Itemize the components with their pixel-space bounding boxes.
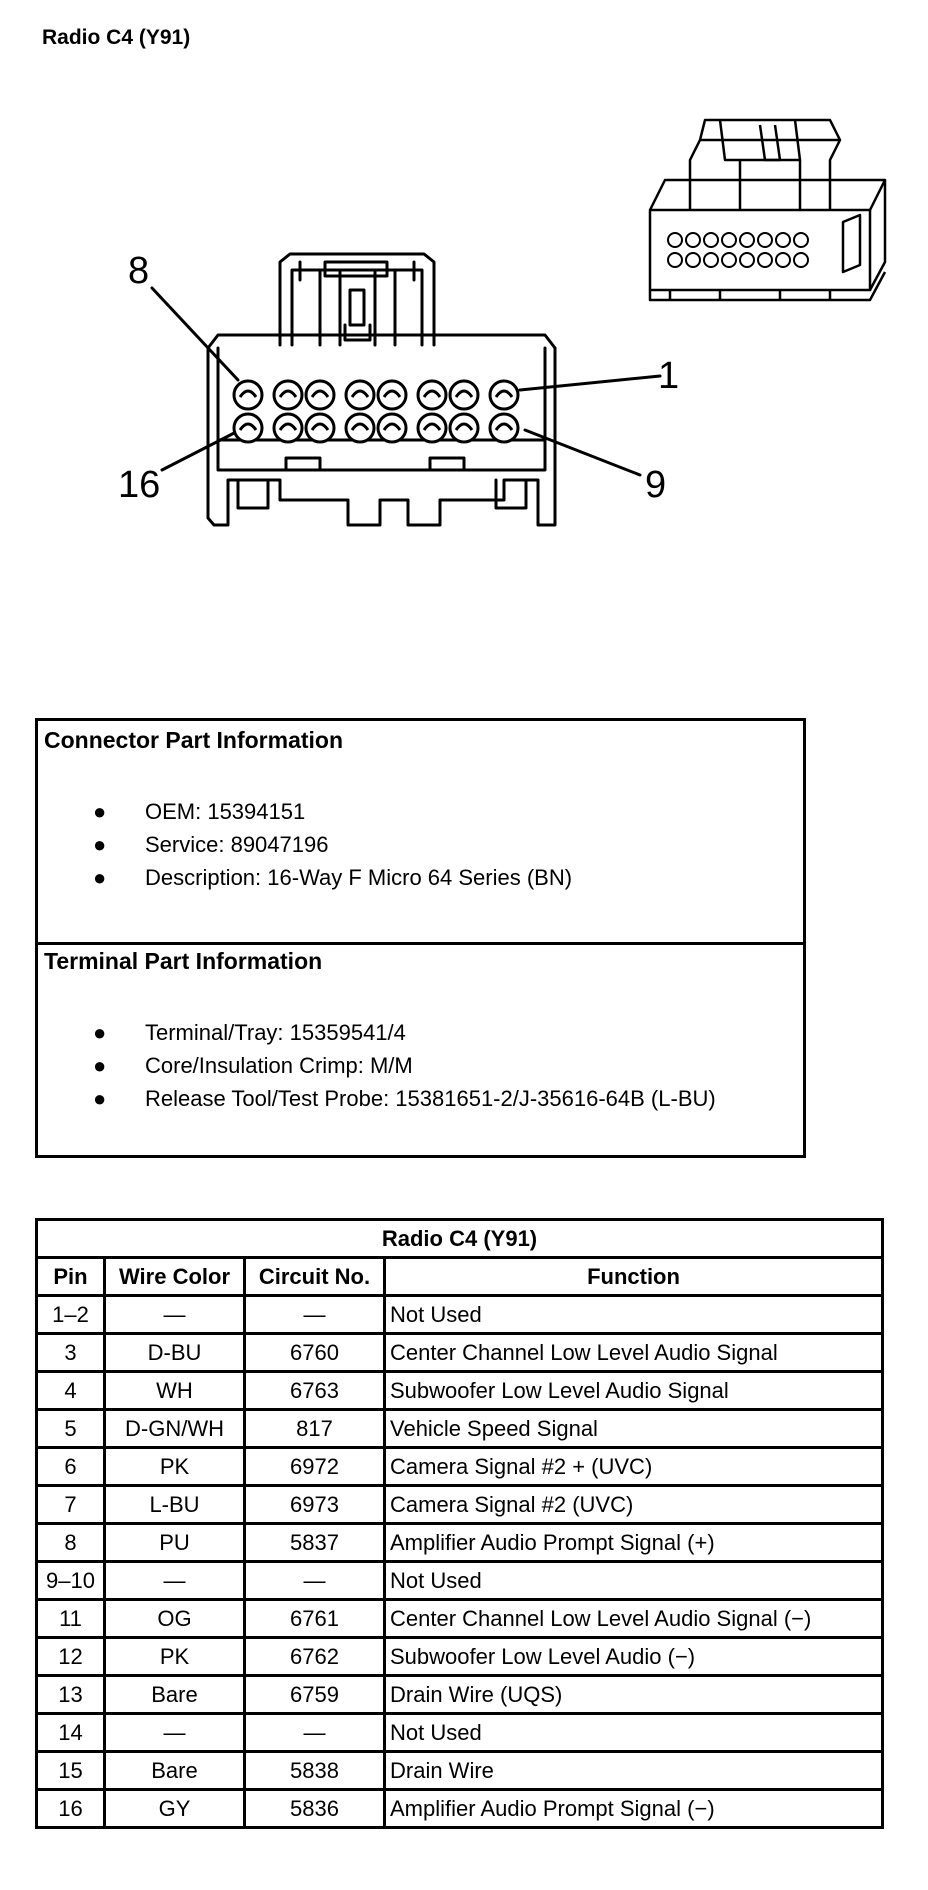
table-row (37, 1600, 883, 1638)
circuit-no-cell: — (245, 1562, 385, 1600)
callout-pin-16: 16 (118, 464, 161, 506)
connector-3d-view (650, 120, 885, 300)
table-row (37, 1676, 883, 1714)
pinout-table-caption: Radio C4 (Y91) (37, 1220, 883, 1258)
pin-cell: 7 (37, 1486, 105, 1524)
top-row-pin-cavity (378, 381, 406, 409)
wire-color-cell: WH (105, 1372, 245, 1410)
circuit-no-cell: 6972 (245, 1448, 385, 1486)
bullet-icon: ● (93, 799, 107, 824)
pin-cell: 9–10 (37, 1562, 105, 1600)
3d-pin-cavity (722, 233, 736, 247)
bottom-row-pin-cavity (378, 414, 406, 442)
wire-color-cell: PK (105, 1448, 245, 1486)
table-row (37, 1486, 883, 1524)
3d-pin-cavity (704, 253, 718, 267)
wire-color-cell: D-BU (105, 1334, 245, 1372)
table-row (37, 1562, 883, 1600)
3d-pin-cavity (794, 233, 808, 247)
function-cell: Camera Signal #2 (UVC) (385, 1486, 883, 1524)
circuit-no-cell: 6760 (245, 1334, 385, 1372)
circuit-no-cell: 817 (245, 1410, 385, 1448)
circuit-no-cell: 6763 (245, 1372, 385, 1410)
bottom-row-pin-cavity (306, 414, 334, 442)
pin-cell: 4 (37, 1372, 105, 1410)
connector-part-item-text: OEM: 15394151 (145, 799, 306, 824)
table-row (37, 1296, 883, 1334)
table-row (37, 1524, 883, 1562)
3d-pin-cavity (686, 253, 700, 267)
function-cell: Amplifier Audio Prompt Signal (+) (385, 1524, 883, 1562)
wire-color-cell: — (105, 1714, 245, 1752)
bottom-row-pin-cavity (450, 414, 478, 442)
wire-color-cell: L-BU (105, 1486, 245, 1524)
terminal-part-section (38, 942, 803, 1158)
3d-pin-cavity (740, 233, 754, 247)
top-row-pin-cavity (450, 381, 478, 409)
wire-color-cell: D-GN/WH (105, 1410, 245, 1448)
circuit-no-cell: 5837 (245, 1524, 385, 1562)
wire-color-cell: — (105, 1296, 245, 1334)
pin-cell: 12 (37, 1638, 105, 1676)
wire-color-cell: PK (105, 1638, 245, 1676)
callout-pin-9: 9 (645, 464, 667, 506)
top-row-pin-cavity (346, 381, 374, 409)
bottom-row-pin-cavity (346, 414, 374, 442)
connector-part-heading: Connector Part Information (44, 727, 344, 753)
function-cell: Not Used (385, 1714, 883, 1752)
circuit-no-cell: 6759 (245, 1676, 385, 1714)
terminal-part-item-text: Terminal/Tray: 15359541/4 (145, 1020, 406, 1045)
pin-cell: 16 (37, 1790, 105, 1828)
header-wire-color: Wire Color (105, 1258, 245, 1296)
3d-pin-cavity (740, 253, 754, 267)
table-row (37, 1714, 883, 1752)
callout-pin-8: 8 (128, 250, 150, 292)
bullet-icon: ● (93, 1086, 107, 1111)
3d-pin-cavity (758, 253, 772, 267)
connector-part-item-text: Service: 89047196 (145, 832, 329, 857)
pin-cell: 15 (37, 1752, 105, 1790)
circuit-no-cell: — (245, 1714, 385, 1752)
3d-pin-cavity (758, 233, 772, 247)
table-row (37, 1790, 883, 1828)
function-cell: Amplifier Audio Prompt Signal (−) (385, 1790, 883, 1828)
3d-pin-cavity (686, 233, 700, 247)
3d-pin-cavity (668, 253, 682, 267)
bottom-row-pin-cavity (274, 414, 302, 442)
top-row-pin-cavity (234, 381, 262, 409)
3d-pin-cavity (722, 253, 736, 267)
function-cell: Vehicle Speed Signal (385, 1410, 883, 1448)
connector-part-section (38, 721, 803, 945)
part-info-box (35, 718, 806, 1158)
wire-color-cell: OG (105, 1600, 245, 1638)
circuit-no-cell: — (245, 1296, 385, 1334)
terminal-part-heading: Terminal Part Information (44, 948, 323, 974)
top-row-pin-cavity (418, 381, 446, 409)
pin-cell: 5 (37, 1410, 105, 1448)
bullet-icon: ● (93, 865, 107, 890)
function-cell: Not Used (385, 1296, 883, 1334)
page-title: Radio C4 (Y91) (42, 26, 191, 49)
wire-color-cell: — (105, 1562, 245, 1600)
pinout-table (35, 1218, 884, 1829)
function-cell: Center Channel Low Level Audio Signal (−) (385, 1600, 883, 1638)
bottom-row-pin-cavity (234, 414, 262, 442)
circuit-no-cell: 6973 (245, 1486, 385, 1524)
pin-cell: 1–2 (37, 1296, 105, 1334)
terminal-part-item-text: Release Tool/Test Probe: 15381651-2/J-35616-64B (L-BU) (145, 1086, 716, 1111)
circuit-no-cell: 6762 (245, 1638, 385, 1676)
circuit-no-cell: 6761 (245, 1600, 385, 1638)
terminal-part-item-text: Core/Insulation Crimp: M/M (145, 1053, 413, 1078)
function-cell: Center Channel Low Level Audio Signal (385, 1334, 883, 1372)
connector-diagram (0, 0, 928, 560)
bottom-row-pin-cavity (490, 414, 518, 442)
pin-cell: 6 (37, 1448, 105, 1486)
function-cell: Drain Wire (385, 1752, 883, 1790)
pin-cell: 8 (37, 1524, 105, 1562)
top-row-pin-cavity (306, 381, 334, 409)
pin-cell: 3 (37, 1334, 105, 1372)
circuit-no-cell: 5838 (245, 1752, 385, 1790)
wire-color-cell: Bare (105, 1676, 245, 1714)
table-row (37, 1410, 883, 1448)
table-row (37, 1334, 883, 1372)
3d-pin-cavity (668, 233, 682, 247)
pin-cell: 11 (37, 1600, 105, 1638)
header-pin: Pin (37, 1258, 105, 1296)
bullet-icon: ● (93, 1053, 107, 1078)
wire-color-cell: PU (105, 1524, 245, 1562)
pin-cell: 13 (37, 1676, 105, 1714)
table-row (37, 1448, 883, 1486)
3d-pin-cavity (776, 233, 790, 247)
function-cell: Not Used (385, 1562, 883, 1600)
top-row-pin-cavity (274, 381, 302, 409)
table-row (37, 1638, 883, 1676)
wire-color-cell: GY (105, 1790, 245, 1828)
connector-latch (280, 254, 434, 345)
wire-color-cell: Bare (105, 1752, 245, 1790)
bottom-row-pin-cavity (418, 414, 446, 442)
function-cell: Subwoofer Low Level Audio Signal (385, 1372, 883, 1410)
connector-part-item-text: Description: 16-Way F Micro 64 Series (BN) (145, 865, 573, 890)
callout-pin-1: 1 (658, 355, 680, 397)
top-row-pin-cavity (490, 381, 518, 409)
3d-pin-cavity (704, 233, 718, 247)
function-cell: Subwoofer Low Level Audio (−) (385, 1638, 883, 1676)
header-circuit-no: Circuit No. (245, 1258, 385, 1296)
bullet-icon: ● (93, 832, 107, 857)
3d-pin-cavity (794, 253, 808, 267)
function-cell: Camera Signal #2 + (UVC) (385, 1448, 883, 1486)
bullet-icon: ● (93, 1020, 107, 1045)
function-cell: Drain Wire (UQS) (385, 1676, 883, 1714)
pin-cell: 14 (37, 1714, 105, 1752)
3d-pin-cavity (776, 253, 790, 267)
circuit-no-cell: 5836 (245, 1790, 385, 1828)
header-function: Function (385, 1258, 883, 1296)
table-row (37, 1752, 883, 1790)
table-row (37, 1372, 883, 1410)
